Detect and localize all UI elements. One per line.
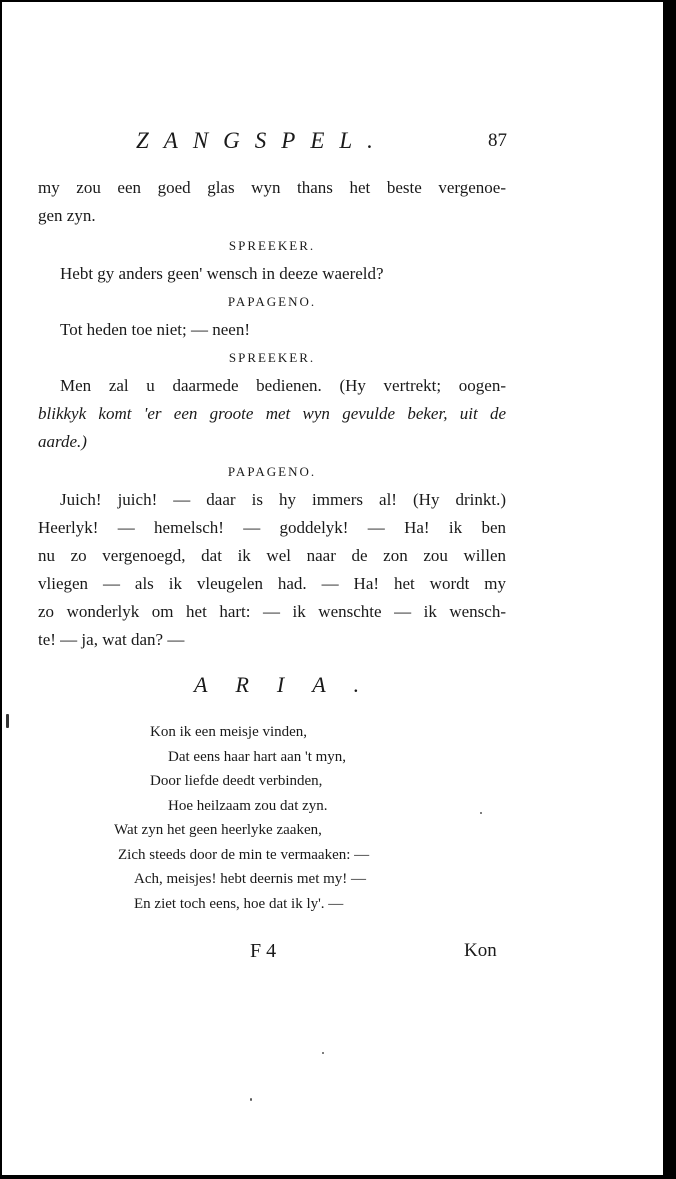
text-block-2 (38, 260, 506, 288)
text-line: Tot heden toe niet; — neen! (60, 320, 250, 339)
signature-mark: F 4 (250, 940, 277, 962)
verse-line: Wat zyn het geen heerlyke zaaken, (114, 822, 322, 838)
text-line: gen zyn. (38, 206, 96, 225)
verse-line: Zich steeds door de min te vermaaken: — (118, 846, 370, 863)
verse-line: Dat eens haar hart aan 't myn, (168, 748, 347, 765)
verse-line: Kon ik een meisje vinden, (150, 724, 308, 740)
text-line: zo wonderlyk om het hart: — ik wenschte — ik wensch- (38, 602, 506, 621)
scan-bottom-edge (0, 1175, 676, 1179)
text-line: my zou een goed glas wyn thans het beste vergenoe- (38, 178, 506, 197)
speaker-heading: SPREEKER. (228, 350, 316, 365)
page-header (38, 128, 495, 156)
text-line: aarde.) (38, 432, 87, 451)
speaker-heading: PAPAGENO. (227, 294, 317, 309)
catchword: Kon (464, 940, 497, 961)
text-block-1 (38, 174, 506, 230)
text-block-4 (38, 372, 506, 456)
text-block-5 (38, 486, 506, 654)
scan-right-edge (663, 0, 676, 1179)
page-number: 87 (488, 130, 507, 151)
text-line: Hebt gy anders geen' wensch in deeze waereld? (60, 264, 384, 283)
book-page (2, 2, 663, 1175)
scan-speck (250, 1098, 252, 1101)
running-title: ZANGSPEL. (136, 128, 388, 153)
scan-speck (480, 812, 482, 814)
text-line: Men zal u daarmede bedienen. (Hy vertrekt; oogen- (60, 376, 506, 395)
verse-line: Hoe heilzaam zou dat zyn. (168, 797, 328, 814)
speaker-heading: SPREEKER. (228, 238, 316, 253)
text-line: te! — ja, wat dan? — (38, 630, 185, 649)
verse-line: Ach, meisjes! hebt deernis met my! — (134, 871, 367, 887)
text-line: Juich! juich! — daar is hy immers al! (Hy drinkt.) (60, 490, 506, 509)
verse-line: En ziet toch eens, hoe dat ik ly'. — (134, 895, 344, 912)
text-line: blikkyk komt 'er een groote met wyn gevulde beker, uit de (38, 404, 506, 423)
scan-speck (6, 714, 9, 728)
verse-line: Door liefde deedt verbinden, (150, 773, 323, 789)
text-line: Heerlyk! — hemelsch! — goddelyk! — Ha! ik ben (38, 518, 506, 537)
text-line: nu zo vergenoegd, dat ik wel naar de zon zou willen (38, 546, 506, 565)
aria-verse (112, 720, 369, 916)
aria-heading: ARIA. (194, 672, 388, 697)
text-line: vliegen — als ik vleugelen had. — Ha! het wordt my (38, 574, 506, 593)
scan-speck (322, 1052, 324, 1054)
speaker-heading: PAPAGENO. (227, 464, 317, 479)
text-block-3 (38, 316, 506, 344)
